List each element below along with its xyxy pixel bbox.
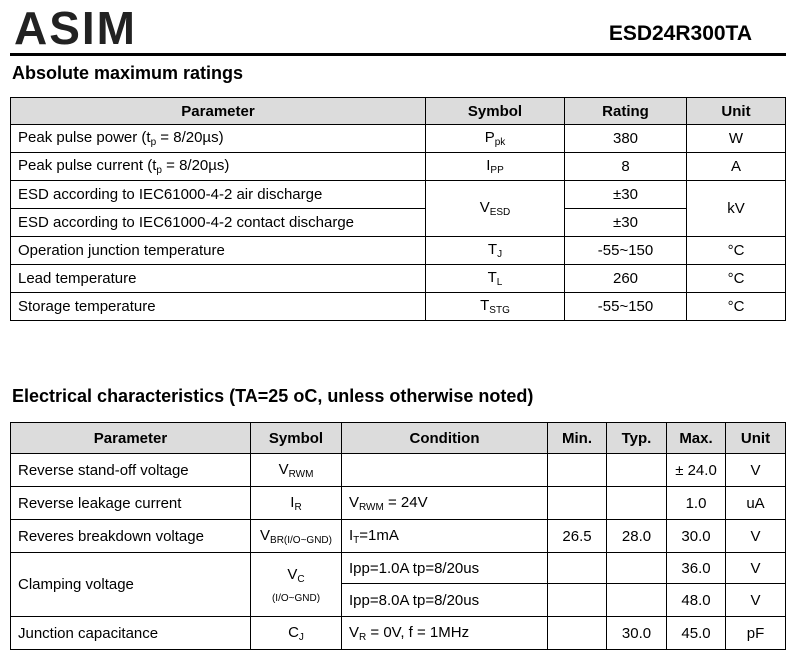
param-cell: Operation junction temperature <box>11 237 426 265</box>
max-cell: 30.0 <box>667 520 726 553</box>
rating-cell: -55~150 <box>565 293 687 321</box>
condition-cell: Ipp=8.0A tp=8/20us <box>342 584 548 617</box>
symbol-cell: $I_R$ <box>251 487 342 520</box>
col-header: Max. <box>667 423 726 454</box>
rating-cell: 8 <box>565 153 687 181</box>
param-cell: Storage temperature <box>11 293 426 321</box>
typ-cell: 30.0 <box>607 617 667 650</box>
col-header: Rating <box>565 98 687 125</box>
param-cell: Junction capacitance <box>11 617 251 650</box>
abs-max-title: Absolute maximum ratings <box>12 63 244 83</box>
condition-cell: $V_{RWM} = 24V$ <box>342 487 548 520</box>
param-cell: Reverse leakage current <box>11 487 251 520</box>
max-cell: 45.0 <box>667 617 726 650</box>
unit-cell: V <box>726 454 786 487</box>
symbol-cell: $T_J$ <box>426 237 565 265</box>
abs-max-table <box>10 97 786 321</box>
table-row <box>11 520 786 553</box>
typ-cell <box>607 553 667 584</box>
col-header: Typ. <box>607 423 667 454</box>
min-cell <box>548 617 607 650</box>
part-number: ESD24R300TA <box>608 22 752 45</box>
table-row <box>11 237 786 265</box>
min-cell: 26.5 <box>548 520 607 553</box>
unit-cell: kV <box>687 181 786 237</box>
symbol-cell: $V_{ESD}$ <box>426 181 565 237</box>
asim-logo <box>14 6 179 48</box>
symbol-cell: $V_C$ (I/O~GND) <box>251 553 342 617</box>
table-row <box>11 153 786 181</box>
col-header: Unit <box>726 423 786 454</box>
col-header: Parameter <box>11 423 251 454</box>
table-row <box>11 125 786 153</box>
min-cell <box>548 584 607 617</box>
param-cell: Peak pulse power $(t_p = 8/20\mu s)$ <box>11 125 426 153</box>
param-cell: Peak pulse current $(t_p = 8/20\mu s)$ <box>11 153 426 181</box>
unit-cell: W <box>687 125 786 153</box>
elec-title: Electrical characteristics (TA=25 oC, unless otherwise noted) <box>12 386 534 406</box>
param-cell: Reveres breakdown voltage <box>11 520 251 553</box>
col-header: Min. <box>548 423 607 454</box>
unit-cell: °C <box>687 293 786 321</box>
param-cell: ESD according to IEC61000-4-2 contact discharge <box>11 209 426 237</box>
unit-cell: V <box>726 584 786 617</box>
rating-cell: 380 <box>565 125 687 153</box>
condition-cell <box>342 454 548 487</box>
param-cell: Clamping voltage <box>11 553 251 617</box>
symbol-cell: $T_{STG}$ <box>426 293 565 321</box>
unit-cell: V <box>726 553 786 584</box>
table-row <box>11 617 786 650</box>
rating-cell: 260 <box>565 265 687 293</box>
col-header: Symbol <box>426 98 565 125</box>
table-row <box>11 265 786 293</box>
symbol-cell: $C_J$ <box>251 617 342 650</box>
unit-cell: A <box>687 153 786 181</box>
rating-cell: -55~150 <box>565 237 687 265</box>
table-row <box>11 181 786 209</box>
symbol-cell: $I_{PP}$ <box>426 153 565 181</box>
symbol-cell: $V_{RWM}$ <box>251 454 342 487</box>
unit-cell: V <box>726 520 786 553</box>
col-header: Condition <box>342 423 548 454</box>
table-row <box>11 209 786 237</box>
max-cell: 48.0 <box>667 584 726 617</box>
symbol-cell: $V_{BR(I/O\sim GND)}$ <box>251 520 342 553</box>
unit-cell: pF <box>726 617 786 650</box>
max-cell: 1.0 <box>667 487 726 520</box>
unit-cell: °C <box>687 237 786 265</box>
min-cell <box>548 454 607 487</box>
unit-cell: °C <box>687 265 786 293</box>
max-cell: 36.0 <box>667 553 726 584</box>
rating-cell: ±30 <box>565 209 687 237</box>
param-cell: Lead temperature <box>11 265 426 293</box>
unit-cell: uA <box>726 487 786 520</box>
col-header: Unit <box>687 98 786 125</box>
table-row <box>11 454 786 487</box>
symbol-cell: $P_{pk}$ <box>426 125 565 153</box>
table-row <box>11 553 786 584</box>
rating-cell: ±30 <box>565 181 687 209</box>
max-cell: ± 24.0 <box>667 454 726 487</box>
elec-table <box>10 422 786 650</box>
min-cell <box>548 553 607 584</box>
symbol-cell: $T_L$ <box>426 265 565 293</box>
typ-cell <box>607 487 667 520</box>
typ-cell <box>607 454 667 487</box>
min-cell <box>548 487 607 520</box>
condition-cell: $V_R = 0V$, f = 1MHz <box>342 617 548 650</box>
header-divider <box>10 53 786 56</box>
table-row <box>11 487 786 520</box>
svg-text:ASIM: ASIM <box>14 6 137 48</box>
typ-cell <box>607 584 667 617</box>
table-row <box>11 293 786 321</box>
condition-cell: Ipp=1.0A tp=8/20us <box>342 553 548 584</box>
param-cell: ESD according to IEC61000-4-2 air discharge <box>11 181 426 209</box>
param-cell: Reverse stand-off voltage <box>11 454 251 487</box>
col-header: Parameter <box>11 98 426 125</box>
typ-cell: 28.0 <box>607 520 667 553</box>
col-header: Symbol <box>251 423 342 454</box>
condition-cell: $I_T=1mA$ <box>342 520 548 553</box>
